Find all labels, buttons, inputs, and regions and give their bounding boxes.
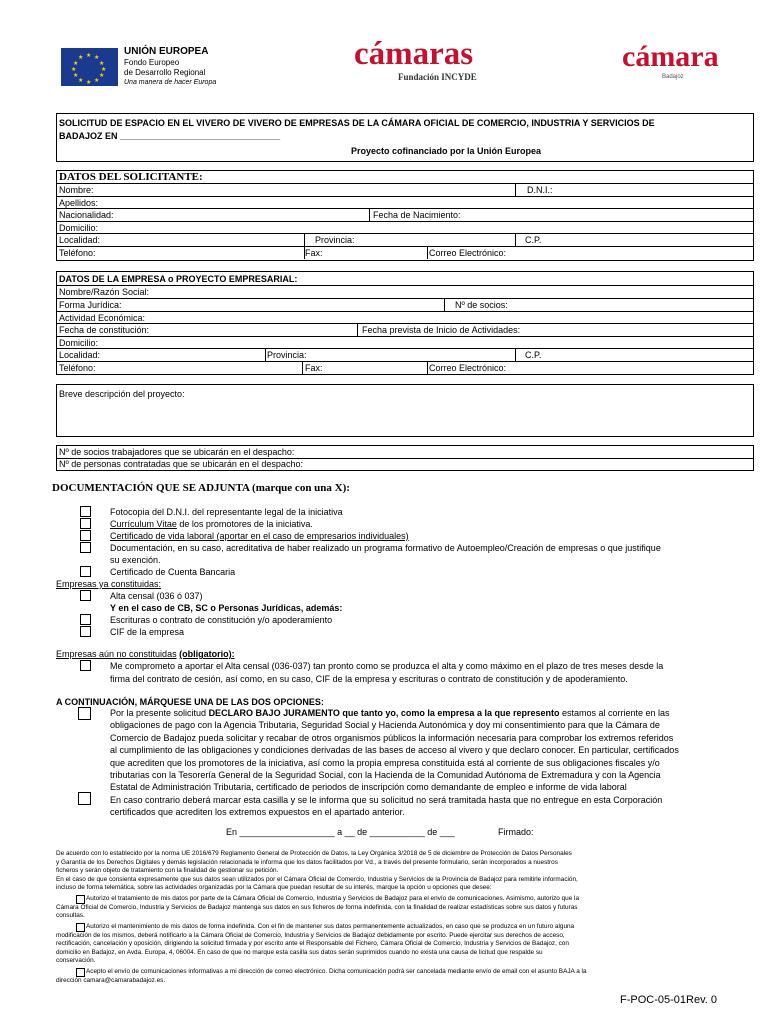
dni-label[interactable]: D.N.I.: — [527, 185, 553, 195]
doc-vida-laboral-label: Certificado de vida laboral (aportar en el caso de empresarios individuales) — [110, 531, 409, 541]
eu-line2: de Desarrollo Regional — [124, 68, 206, 77]
camara-sub: Badajoz — [662, 74, 684, 80]
fecha-constitucion-label[interactable]: Fecha de constitución: — [59, 325, 150, 335]
legal-paragraph: De acuerdo con lo establecido por la norma UE 2016/679 Reglamento General de Protección de Datos, la Ley Orgánica 3/2018 de 5 de diciembre de Protección de Datos Personales y Garantía de los Derechos Digitales y demás legislación relacionada le informa que los datos facilitados por Vd., a través del presente formulario, serán incorporados a nuestros ficheros y serán objeto de tratamiento con la finalidad de gestionar su petición. En el caso de que consienta expresamente que sus datos sean utilizados por el Cámara Oficial de Comercio, Industria y Servicios de la Provincia de Badajoz para remitirle información, incluso de forma telemática, sobre las actividades organizadas por la Cámara que puedan resultar de su interés, marque la opción u opciones que desee: — [56, 850, 578, 892]
fax-label[interactable]: Fax: — [305, 248, 323, 258]
acepto-envio-text: Acepto el envío de comunicaciones informativas a mi dirección de correo electrónico. Dicha comunicación podrá ser cancelada mediante envío de email con el asunto BAJA a la dirección camara@camarabadajoz.es. — [56, 968, 587, 984]
localidad-label[interactable]: Localidad: — [59, 235, 101, 245]
empresa-provincia-label[interactable]: Provincia: — [267, 350, 307, 360]
eu-line1: Fondo Europeo — [124, 58, 180, 67]
doc-alta-label: Alta censal (036 ó 037) — [110, 591, 203, 601]
socios-trabajadores-label[interactable]: Nº de socios trabajadores que se ubicarán en el despacho: — [59, 447, 295, 457]
doc-cb-note: Y en el caso de CB, SC o Personas Jurídicas, además: — [110, 603, 343, 613]
eu-title: UNIÓN EUROPEA — [124, 46, 209, 57]
lugar-fecha-line[interactable]: En ___________________ a __ de ___________ de ___ — [226, 827, 455, 837]
doc-cv-label: Currículum Vitae de los promotores de la iniciativa. — [110, 519, 313, 529]
opcion-declaro-text: Por la presente solicitud DECLARO BAJO JURAMENTO que tanto yo, como la empresa a la que represento estamos al corriente en las obligaciones de pago con la Agencia Tributaria, Seguridad Social y Hacienda Autonómica y doy mi consentimiento para que la Cámara de Comercio de Badajoz pueda solicitar y recabar de otros organismos públicos la información necesaria para comprobar los extremos referidos al cumplimiento de las obligaciones y condiciones derivadas de las bases de acceso al vivero y que declaro conocer. En particular, certificados que acrediten que los promotores de la iniciativa, así como la propia empresa constituida está al corriente de sus obligaciones fiscales y/o tributarias con la Tesorería General de la Seguridad Social, con la Hacienda de la Comunidad Autónoma de Extremadura y con la Agencia Estatal de Administración Tributaria, certificado de periodos de inscripción como demandante de empleo e informe de vida laboral En caso contrario deberá marcar esta casilla y se le informa que su solicitud no será tramitada hasta que no entregue en esta Corporación certificados que acrediten los extremos expuestos en el apartado anterior. — [110, 708, 679, 818]
doc-cif-checkbox[interactable] — [80, 626, 91, 637]
compromiso-line1: Me comprometo a aportar el Alta censal (036-037) tan pronto como se produzca el alta y como máximo en el plazo de tres meses desde la — [110, 661, 664, 671]
title-box — [56, 113, 754, 162]
fecha-inicio-label[interactable]: Fecha prevista de Inicio de Actividades: — [362, 325, 521, 335]
empresa-correo-label[interactable]: Correo Electrónico: — [429, 363, 507, 373]
opciones-heading: A CONTINUACIÓN, MÁRQUESE UNA DE LAS DOS OPCIONES: — [56, 697, 324, 707]
empresa-cp-label[interactable]: C.P. — [525, 350, 542, 360]
autorizo-tratamiento-text: Autorizo el tratamiento de mis datos por parte de la Cámara Oficial de Comercio, Industria y Servicios de Badajoz para el envío de comunicaciones. Asimismo, autorizo que la Cámara Oficial de Comercio, Industria y Servicios de Badajoz mantenga sus datos en sus ficheros de forma indefinida, con la finalidad de realizar estadísticas sobre sus datos y futuras consultas. — [56, 895, 580, 920]
form-code: F-POC-05-01Rev. 0 — [620, 994, 717, 1006]
solicitante-section — [56, 170, 754, 261]
form-title-line2: BADAJOZ EN ________________________________ — [59, 131, 281, 141]
personal-box — [56, 445, 754, 471]
doc-cif-label: CIF de la empresa — [110, 627, 185, 637]
compromiso-line2: firma del contrato de cesión, así como, en su caso, CIF de la empresa y escrituras o contrato de constitución y de apoderamiento. — [110, 674, 628, 684]
empresa-heading: DATOS DE LA EMPRESA o PROYECTO EMPRESARIAL: — [59, 274, 298, 284]
compromiso-checkbox[interactable] — [80, 660, 91, 671]
forma-juridica-label[interactable]: Forma Jurídica: — [59, 300, 122, 310]
fecha-nacimiento-label[interactable]: Fecha de Nacimiento: — [373, 210, 461, 220]
firmado-label: Firmado: — [498, 827, 534, 837]
cp-label[interactable]: C.P. — [525, 235, 542, 245]
doc-escrituras-checkbox[interactable] — [80, 614, 91, 625]
eu-line3: Una manera de hacer Europa — [124, 79, 217, 86]
no-constituidas-label: Empresas aún no constituidas (obligatorio): — [56, 649, 235, 659]
provincia-label[interactable]: Provincia: — [315, 235, 355, 245]
doc-cuenta-label: Certificado de Cuenta Bancaria — [110, 567, 236, 577]
doc-dni-checkbox[interactable] — [80, 506, 91, 517]
descripcion-label: Breve descripción del proyecto: — [59, 389, 185, 399]
eu-flag: ★ ★ ★ ★ ★ ★ ★ ★ ★ ★ ★ ★ — [61, 48, 118, 86]
empresa-section — [56, 271, 754, 375]
empresa-fax-label[interactable]: Fax: — [305, 363, 323, 373]
autorizo-mantenimiento-text: Autorizo el mantenimiento de mis datos de forma indefinida. Con el fin de mantener sus datos permanentemente actualizados, en caso que se produzca en un futuro alguna modificación de los mismos, deberá notificarlo a la Cámara Oficial de Comercio, Industria y Servicios de Badajoz debidamente por escrito. Puede ejercitar sus derechos de acceso, rectificación, cancelación y oposición, dirigiendo la solicitud firmada y por escrito ante el Responsable del Fichero, Cámara Oficial de Comercio, Industria y Servicios de Badajoz, con domicilio en Badajoz, en Avda. Europa, 4, 06004. En caso de que no marque esta casilla sus datos serán suprimidos cuando no exista una causa de licitud que respalde su conservación. — [56, 923, 575, 965]
camara-logo: cámara — [622, 40, 719, 73]
camaras-sub: Fundación INCYDE — [398, 72, 477, 82]
domicilio-label[interactable]: Domicilio: — [59, 223, 99, 233]
form-title-line1: SOLICITUD DE ESPACIO EN EL VIVERO DE VIVERO DE EMPRESAS DE LA CÁMARA OFICIAL DE COMERCIO, INDUSTRIA Y SERVICIOS DE — [59, 118, 655, 128]
opcion-contrario-checkbox[interactable] — [78, 792, 91, 805]
constituidas-label: Empresas ya constituidas: — [56, 579, 162, 589]
doc-formacion-label: Documentación, en su caso, acreditativa de haber realizado un programa formativo de Autoempleo/Creación de empresas o que justifique — [110, 543, 661, 553]
empresa-domicilio-label[interactable]: Domicilio: — [59, 338, 99, 348]
doc-cuenta-checkbox[interactable] — [80, 566, 91, 577]
solicitante-heading: DATOS DEL SOLICITANTE: — [59, 171, 203, 183]
nacionalidad-label[interactable]: Nacionalidad: — [59, 210, 114, 220]
empresa-localidad-label[interactable]: Localidad: — [59, 350, 101, 360]
personas-contratadas-label[interactable]: Nº de personas contratadas que se ubicarán en el despacho: — [59, 459, 303, 469]
doc-escrituras-label: Escrituras o contrato de constitución y/o apoderamiento — [110, 615, 333, 625]
documentacion-heading: DOCUMENTACIÓN QUE SE ADJUNTA (marque con una X): — [52, 482, 350, 494]
socios-label[interactable]: Nº de socios: — [455, 300, 508, 310]
doc-formacion-label-cont: su exención. — [110, 555, 161, 565]
doc-vida-laboral-checkbox[interactable] — [80, 530, 91, 541]
razon-social-label[interactable]: Nombre/Razón Social: — [59, 287, 150, 297]
opcion-declaro-checkbox[interactable] — [78, 707, 91, 720]
doc-alta-checkbox[interactable] — [80, 590, 91, 601]
doc-formacion-checkbox[interactable] — [80, 542, 91, 553]
apellidos-label[interactable]: Apellidos: — [59, 198, 99, 208]
empresa-telefono-label[interactable]: Teléfono: — [59, 363, 96, 373]
telefono-label[interactable]: Teléfono: — [59, 248, 96, 258]
descripcion-box[interactable] — [56, 384, 754, 437]
correo-label[interactable]: Correo Electrónico: — [429, 248, 507, 258]
doc-dni-label: Fotocopia del D.N.I. del representante legal de la iniciativa — [110, 507, 343, 517]
camaras-logo: cámaras — [354, 36, 474, 72]
doc-cv-checkbox[interactable] — [80, 518, 91, 529]
actividad-label[interactable]: Actividad Económica: — [59, 313, 146, 323]
nombre-label[interactable]: Nombre: — [59, 185, 94, 195]
form-title-line3: Proyecto cofinanciado por la Unión Europea — [351, 146, 542, 156]
